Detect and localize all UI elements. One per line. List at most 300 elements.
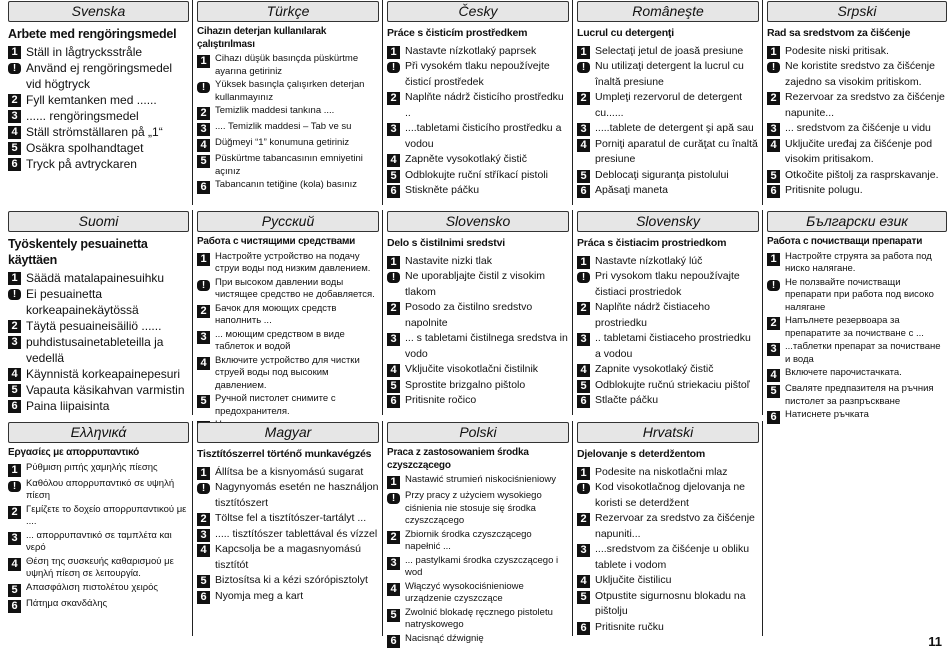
- language-section: [192, 421, 382, 636]
- step-number-badge: 1: [767, 253, 780, 266]
- step-number-badge: 6: [8, 400, 21, 413]
- step-text: ...таблетки препарат за почистване и вода: [785, 341, 941, 365]
- step-text: Ställ in lågtrycksstråle: [26, 45, 143, 59]
- step-text: При высоком давлении воды чистящее средство не добавляется.: [215, 276, 375, 300]
- step-number-badge: 5: [8, 384, 21, 397]
- step-text: Ställ strömställaren på „1“: [26, 125, 163, 139]
- section-heading: Cihazın deterjan kullanılarak çalıştırılması: [197, 26, 327, 50]
- step-text: Πάτημα σκανδάλης: [26, 597, 108, 609]
- step-item: [767, 251, 947, 276]
- step-number-badge: 3: [577, 123, 590, 136]
- step-number-badge: 6: [387, 635, 400, 648]
- section-heading: Práce s čisticím prostředkem: [387, 27, 528, 39]
- step-number-badge: 2: [197, 305, 210, 318]
- language-row: [4, 210, 950, 423]
- step-text: Posodo za čistilno sredstvo napolnite: [405, 301, 533, 329]
- step-number-badge: 4: [387, 364, 400, 377]
- step-item: [197, 465, 379, 481]
- step-item: [197, 179, 379, 194]
- step-number-badge: 3: [577, 333, 590, 346]
- step-item: [197, 589, 379, 605]
- step-text: Бачок для моющих средств наполнить ...: [215, 302, 337, 326]
- language-label: Suomi: [8, 211, 189, 232]
- step-item: [387, 59, 569, 90]
- step-number-badge: 1: [8, 464, 21, 477]
- step-text: puhdistusainetableteilla ja vedellä: [26, 335, 164, 365]
- step-number-badge: 4: [8, 368, 21, 381]
- step-text: Ne uporabljajte čistil z visokim tlakom: [405, 270, 546, 298]
- step-item: [197, 480, 379, 511]
- page-number: 11: [928, 634, 942, 649]
- step-number-badge: 2: [387, 531, 400, 544]
- step-item: [577, 183, 759, 199]
- step-text: Включете парочистачката.: [785, 367, 902, 378]
- language-label: Magyar: [197, 422, 379, 443]
- step-text: Ручной пистолет снимите с предохранителя.: [215, 393, 336, 417]
- step-text: Paina liipaisinta: [26, 399, 110, 413]
- step-item: [197, 303, 379, 328]
- warning-badge: !: [197, 280, 210, 291]
- step-item: [8, 382, 189, 398]
- step-text: Nyomja meg a kart: [215, 589, 304, 602]
- language-section: [192, 0, 382, 205]
- step-text: Pritisnite ručku: [595, 620, 664, 633]
- step-text: Zwolnić blokadę ręcznego pistoletu natryskowego: [405, 606, 553, 630]
- step-text: ....tabletami čisticího prostředku a vodou: [405, 122, 562, 150]
- step-number-badge: 6: [197, 591, 210, 604]
- step-number-badge: 3: [767, 123, 780, 136]
- step-text: Állítsa be a kisnyomású sugarat: [215, 465, 364, 478]
- step-text: Podesite na niskotlačni mlaz: [595, 465, 728, 478]
- step-item: [197, 53, 379, 78]
- step-item: [387, 254, 569, 270]
- step-item: [197, 527, 379, 543]
- step-number-badge: 6: [577, 395, 590, 408]
- step-item: [387, 152, 569, 168]
- step-item: [197, 153, 379, 178]
- step-number-badge: 6: [387, 395, 400, 408]
- step-text: Püskürtme tabancasının emniyetini açınız: [215, 153, 363, 177]
- step-number-badge: 5: [8, 142, 21, 155]
- step-item: [197, 393, 379, 418]
- step-text: Naplňte nádrž čisticího prostředku ..: [405, 91, 564, 119]
- step-number-badge: 3: [387, 333, 400, 346]
- step-item: [767, 168, 947, 184]
- section-heading: Rad sa sredstvom za čišćenje: [767, 27, 911, 39]
- step-number-badge: 6: [577, 185, 590, 198]
- step-item: [387, 183, 569, 199]
- language-label: Hrvatski: [577, 422, 759, 443]
- step-text: Сваляте предпазителя на ръчния пистолет за разпръскване: [785, 383, 934, 407]
- step-text: Porniţi aparatul de curăţat cu înaltă presiune: [595, 137, 758, 165]
- step-number-badge: 2: [8, 94, 21, 107]
- step-item: [577, 59, 759, 90]
- step-number-badge: 4: [577, 139, 590, 152]
- step-item: [577, 465, 759, 481]
- step-item: [767, 137, 947, 168]
- step-item: [577, 121, 759, 137]
- step-item: [8, 598, 189, 613]
- step-text: Włączyć wysokociśnieniowe urządzenie czyszczące: [405, 580, 524, 604]
- step-item: [8, 124, 189, 140]
- step-text: Täytä pesuaineisäiliö ......: [26, 319, 162, 333]
- language-label: Slovensky: [577, 211, 759, 232]
- step-text: Απασφάλιση πιστολέτου χειρός: [26, 581, 158, 593]
- language-section: [382, 421, 572, 647]
- step-item: [197, 137, 379, 152]
- step-item: [8, 582, 189, 597]
- step-text: Umpleţi rezervorul de detergent cu......: [595, 91, 743, 119]
- step-number-badge: 3: [8, 336, 21, 349]
- step-text: Vapauta käsikahvan varmistin: [26, 383, 185, 397]
- step-text: Stlačte páčku: [595, 394, 659, 406]
- step-text: Zapněte vysokotlaký čistič: [405, 153, 527, 165]
- step-item: [197, 277, 379, 302]
- step-item: [577, 331, 759, 362]
- step-text: Uključite čistilicu: [595, 574, 672, 586]
- step-item: [387, 555, 569, 580]
- step-text: Düğmeyi “1” konumuna getiriniz: [215, 137, 350, 148]
- step-text: Tryck på avtryckaren: [26, 157, 137, 171]
- step-number-badge: 3: [197, 123, 210, 136]
- step-number-badge: 5: [767, 385, 780, 398]
- step-number-badge: 5: [197, 395, 210, 408]
- step-item: [767, 121, 947, 137]
- step-text: Vključite visokotlačni čistilnik: [405, 363, 539, 375]
- step-item: [8, 478, 189, 503]
- language-label: Česky: [387, 1, 569, 22]
- step-number-badge: 2: [8, 320, 21, 333]
- step-number-badge: 2: [577, 513, 590, 526]
- step-text: .. tabletami čistiaceho prostriedku a vodou: [595, 332, 751, 360]
- step-text: ... απορρυπαντικό σε ταμπλέτα και νερό: [26, 529, 172, 553]
- step-number-badge: 1: [577, 46, 590, 59]
- step-item: [577, 90, 759, 121]
- step-number-badge: 6: [767, 185, 780, 198]
- language-section: [4, 210, 192, 415]
- section-heading: Работа с чистящими средствами: [197, 236, 356, 247]
- warning-badge: !: [8, 481, 21, 492]
- step-item: [387, 490, 569, 528]
- step-text: ... sredstvom za čišćenje u vidu: [785, 122, 931, 134]
- step-text: Använd ej rengöringsmedel vid högtryck: [26, 61, 173, 91]
- step-number-badge: 4: [577, 364, 590, 377]
- step-item: [577, 378, 759, 394]
- language-label: Svenska: [8, 1, 189, 22]
- step-item: [8, 504, 189, 529]
- step-text: Nagynyomás esetén ne használjon tisztítószert: [215, 481, 379, 509]
- step-item: [767, 367, 947, 382]
- step-item: [767, 59, 947, 90]
- warning-badge: !: [387, 493, 400, 504]
- step-item: [387, 269, 569, 300]
- step-text: Nastavite nizki tlak: [405, 254, 492, 267]
- step-text: Pri vysokom tlaku nepoužívajte čistiaci prostriedok: [595, 270, 740, 298]
- step-number-badge: 4: [577, 575, 590, 588]
- step-item: [197, 251, 379, 276]
- step-number-badge: 3: [197, 331, 210, 344]
- step-number-badge: 6: [577, 622, 590, 635]
- step-text: Настройте устройство на подачу струи воды под низким давлением.: [215, 250, 371, 274]
- step-item: [8, 44, 189, 60]
- step-text: Yüksek basınçla çalışırken deterjan kullanmayınız: [215, 79, 365, 103]
- warning-badge: !: [387, 272, 400, 283]
- step-number-badge: 2: [767, 317, 780, 330]
- step-number-badge: 5: [8, 584, 21, 597]
- section-heading: Djelovanje s deterdžentom: [577, 448, 706, 460]
- step-number-badge: 4: [8, 126, 21, 139]
- step-number-badge: 5: [387, 170, 400, 183]
- step-text: Stiskněte páčku: [405, 184, 480, 196]
- step-item: [387, 300, 569, 331]
- step-text: Apăsaţi maneta: [595, 184, 668, 196]
- section-heading: Tisztítószerrel történő munkavégzés: [197, 448, 372, 460]
- step-number-badge: 4: [197, 544, 210, 557]
- warning-badge: !: [577, 272, 590, 283]
- warning-badge: !: [577, 62, 590, 73]
- step-item: [577, 511, 759, 542]
- section-heading: Εργασίες με απορρυπαντικό: [8, 447, 140, 458]
- step-text: Натиснете ръчката: [785, 409, 869, 420]
- step-item: [387, 529, 569, 554]
- step-item: [387, 393, 569, 409]
- step-number-badge: 3: [197, 529, 210, 542]
- step-item: [197, 511, 379, 527]
- step-text: ....sredstvom za čišćenje u obliku tablete i vodom: [595, 543, 750, 571]
- step-item: [387, 121, 569, 152]
- step-number-badge: 1: [387, 46, 400, 59]
- step-number-badge: 4: [767, 139, 780, 152]
- warning-badge: !: [8, 63, 21, 74]
- language-label: Slovensko: [387, 211, 569, 232]
- warning-badge: !: [8, 289, 21, 300]
- step-item: [8, 286, 189, 318]
- step-item: [387, 474, 569, 489]
- step-text: Pritisnite ročico: [405, 394, 477, 406]
- warning-badge: !: [197, 82, 210, 93]
- step-item: [8, 398, 189, 414]
- warning-badge: !: [767, 280, 780, 291]
- language-section: [572, 0, 762, 205]
- language-section: [762, 0, 950, 205]
- step-text: Cihazı düşük basınçda püskürtme ayarına getiriniz: [215, 53, 359, 77]
- language-section: [762, 210, 950, 423]
- step-item: [197, 329, 379, 354]
- step-text: Fyll kemtanken med ......: [26, 93, 157, 107]
- step-item: [577, 137, 759, 168]
- step-item: [8, 270, 189, 286]
- section-heading: Работа с почистващи препарати: [767, 236, 923, 247]
- step-number-badge: 1: [577, 467, 590, 480]
- step-text: Nu utilizaţi detergent la lucrul cu înaltă presiune: [595, 60, 744, 88]
- step-item: [197, 121, 379, 136]
- step-number-badge: 6: [8, 158, 21, 171]
- step-number-badge: 2: [387, 92, 400, 105]
- step-text: Otpustite sigurnosnu blokadu na pištolju: [595, 589, 746, 617]
- step-text: Käynnistä korkeapainepesuri: [26, 367, 181, 381]
- step-text: Kod visokotlačnog djelovanja ne koristi se deterdžent: [595, 481, 746, 509]
- step-item: [8, 530, 189, 555]
- step-text: Rezervoar za sredstvo za čišćenje napuniti...: [595, 512, 755, 540]
- step-text: Γεμίζετε το δοχείο απορρυπαντικού με ....: [26, 503, 187, 527]
- step-text: ... s tabletami čistilnega sredstva in vodo: [405, 332, 568, 360]
- step-number-badge: 3: [387, 557, 400, 570]
- step-item: [8, 556, 189, 581]
- language-label: Româneşte: [577, 1, 759, 22]
- section-heading: Lucrul cu detergenţi: [577, 27, 674, 39]
- step-number-badge: 5: [387, 380, 400, 393]
- step-item: [387, 44, 569, 60]
- language-row: [4, 0, 950, 205]
- step-text: Töltse fel a tisztítószer-tartályt ...: [215, 512, 367, 524]
- step-number-badge: 1: [8, 46, 21, 59]
- step-item: [767, 341, 947, 366]
- step-text: Настройте струята за работа под ниско налягане.: [785, 250, 932, 274]
- step-item: [767, 183, 947, 199]
- step-text: ...... rengöringsmedel: [26, 109, 139, 123]
- step-number-badge: 4: [387, 154, 400, 167]
- step-text: Nastawić strumień niskociśnieniowy: [405, 474, 556, 485]
- step-number-badge: 1: [197, 467, 210, 480]
- step-number-badge: 3: [8, 110, 21, 123]
- step-number-badge: 4: [197, 357, 210, 370]
- step-text: .....tablete de detergent şi apă sau: [595, 122, 754, 134]
- step-number-badge: 5: [577, 170, 590, 183]
- step-item: [767, 315, 947, 340]
- step-item: [577, 44, 759, 60]
- step-number-badge: 6: [8, 600, 21, 613]
- language-label: Български език: [767, 211, 947, 232]
- step-item: [8, 60, 189, 92]
- step-text: Podesite niski pritisak.: [785, 44, 889, 57]
- step-item: [577, 168, 759, 184]
- step-number-badge: 4: [8, 558, 21, 571]
- step-text: Θέση της συσκευής καθαρισμού με υψηλή πίεση σε λειτουργία.: [26, 555, 174, 579]
- step-text: Naplňte nádrž čistiaceho prostriedku: [595, 301, 710, 329]
- step-item: [387, 581, 569, 606]
- step-number-badge: 1: [197, 253, 210, 266]
- step-number-badge: 6: [197, 181, 210, 194]
- step-item: [197, 542, 379, 573]
- step-number-badge: 6: [767, 411, 780, 424]
- step-item: [767, 277, 947, 315]
- step-number-badge: 1: [387, 256, 400, 269]
- step-item: [577, 300, 759, 331]
- step-text: Odblokujte ručnú striekaciu pištoľ: [595, 378, 750, 391]
- step-item: [197, 79, 379, 104]
- step-number-badge: 1: [577, 256, 590, 269]
- step-text: ... pastylkami środka czyszczącego i wod: [405, 554, 559, 578]
- language-section: [572, 210, 762, 415]
- step-text: Rezervoar za sredstvo za čišćenje napunite...: [785, 91, 945, 119]
- step-item: [387, 168, 569, 184]
- step-item: [577, 254, 759, 270]
- step-text: Nacisnąć dźwignię: [405, 632, 484, 644]
- language-section: [572, 421, 762, 636]
- language-section: [4, 421, 192, 636]
- step-text: .... Temizlik maddesi – Tab ve su: [215, 121, 352, 132]
- step-text: ... моющим средством в виде таблеток и водой: [215, 328, 345, 352]
- language-section: [762, 421, 950, 636]
- step-text: Pritisnite polugu.: [785, 184, 863, 196]
- step-text: Zbiornik środka czyszczącego napełnić ...: [405, 528, 532, 552]
- step-item: [197, 573, 379, 589]
- step-number-badge: 4: [767, 369, 780, 382]
- step-text: Selectaţi jetul de joasă presiune: [595, 44, 744, 57]
- step-item: [767, 90, 947, 121]
- language-label: Русский: [197, 211, 379, 232]
- step-item: [577, 269, 759, 300]
- step-number-badge: 2: [197, 513, 210, 526]
- step-number-badge: 3: [8, 532, 21, 545]
- language-label: Türkçe: [197, 1, 379, 22]
- step-number-badge: 4: [197, 139, 210, 152]
- step-item: [8, 108, 189, 124]
- step-text: Deblocaţi siguranţa pistolului: [595, 168, 729, 181]
- step-item: [577, 362, 759, 378]
- step-item: [8, 366, 189, 382]
- step-item: [387, 607, 569, 632]
- step-item: [8, 140, 189, 156]
- step-number-badge: 5: [767, 170, 780, 183]
- step-text: Ei pesuainetta korkeapainekäytössä: [26, 287, 139, 317]
- step-number-badge: 3: [387, 123, 400, 136]
- step-number-badge: 2: [8, 506, 21, 519]
- step-item: [577, 573, 759, 589]
- language-section: [382, 0, 572, 205]
- step-text: Καθόλου απορρυπαντικό σε υψηλή πίεση: [26, 477, 175, 501]
- step-text: Kapcsolja be a magasnyomású tisztítót: [215, 543, 361, 571]
- step-number-badge: 1: [767, 46, 780, 59]
- step-number-badge: 1: [8, 272, 21, 285]
- section-heading: Delo s čistilnimi sredstvi: [387, 237, 505, 249]
- step-item: [197, 105, 379, 120]
- step-text: Zapnite vysokotlaký čistič: [595, 363, 714, 375]
- section-heading: Työskentely pesuainetta käyttäen: [8, 237, 148, 267]
- step-item: [8, 334, 189, 366]
- step-number-badge: 4: [387, 583, 400, 596]
- step-item: [387, 378, 569, 394]
- step-item: [8, 318, 189, 334]
- step-text: Säädä matalapainesuihku: [26, 271, 165, 285]
- step-number-badge: 5: [577, 380, 590, 393]
- step-number-badge: 2: [577, 92, 590, 105]
- step-number-badge: 3: [577, 544, 590, 557]
- step-text: Nastavte nízkotlaký lúč: [595, 254, 703, 267]
- step-number-badge: 5: [197, 575, 210, 588]
- section-heading: Práca s čistiacim prostriedkom: [577, 237, 727, 249]
- step-item: [577, 589, 759, 620]
- step-text: Tabancanın tetiğine (kola) basınız: [215, 179, 358, 190]
- step-item: [387, 362, 569, 378]
- step-text: ..... tisztítószer tablettával és vízzel: [215, 527, 378, 540]
- step-text: Ρύθμιση ριπής χαμηλής πίεσης: [26, 461, 158, 473]
- step-text: Ne koristite sredstvo za čišćenje zajedno sa visokim pritiskom.: [785, 60, 935, 88]
- warning-badge: !: [577, 483, 590, 494]
- step-number-badge: 2: [197, 107, 210, 120]
- warning-badge: !: [387, 62, 400, 73]
- step-number-badge: 6: [387, 185, 400, 198]
- language-section: [192, 210, 382, 415]
- step-item: [8, 156, 189, 172]
- language-section: [382, 210, 572, 415]
- step-text: Otkočite pištolj za rasprskavanje.: [785, 168, 939, 181]
- step-number-badge: 3: [767, 343, 780, 356]
- language-label: Ελληνικά: [8, 422, 189, 443]
- language-section: [4, 0, 192, 205]
- step-text: Uključite uređaj za čišćenje pod visokim pritisakom.: [785, 137, 933, 165]
- step-number-badge: 2: [387, 302, 400, 315]
